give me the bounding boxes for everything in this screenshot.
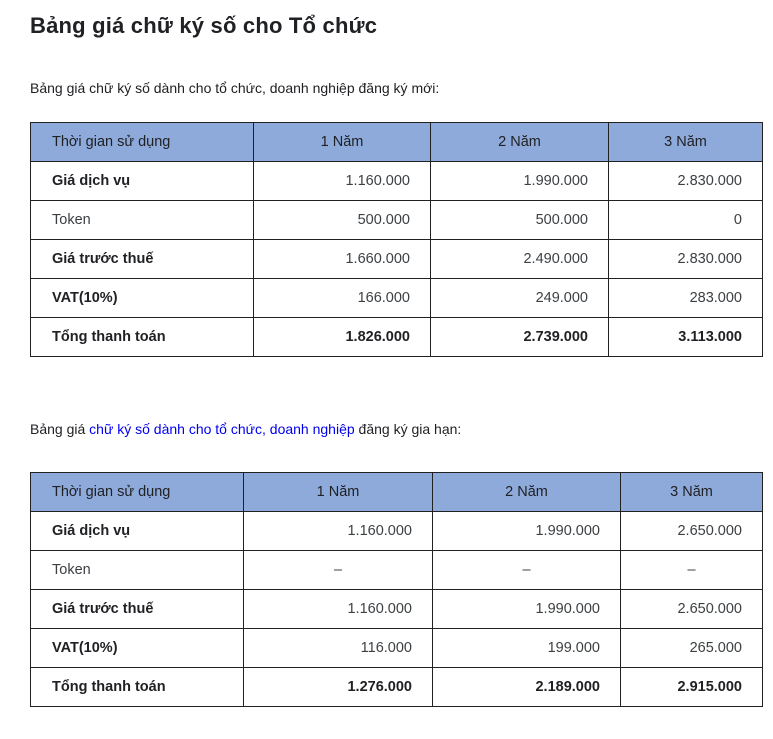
table-row (31, 240, 763, 279)
table-header-row (31, 473, 763, 512)
price-cell: 0 (609, 201, 763, 240)
row-label: Tổng thanh toán (31, 668, 244, 707)
price-cell: 1.826.000 (254, 318, 431, 357)
price-cell: 2.189.000 (433, 668, 621, 707)
page-title: Bảng giá chữ ký số cho Tổ chức (30, 13, 378, 38)
table-row (31, 590, 763, 629)
row-label: Giá trước thuế (31, 240, 254, 279)
table-row (31, 512, 763, 551)
price-cell: 2.650.000 (621, 590, 763, 629)
price-cell: 1.990.000 (431, 162, 609, 201)
intro-renewal-text-after: đăng ký gia hạn: (354, 421, 462, 437)
price-cell: 2.915.000 (621, 668, 763, 707)
column-header-term: 1 Năm (244, 473, 433, 512)
price-cell: 1.990.000 (433, 590, 621, 629)
price-cell: 283.000 (609, 279, 763, 318)
column-header-term: 2 Năm (433, 473, 621, 512)
price-cell: 500.000 (431, 201, 609, 240)
price-cell: 2.830.000 (609, 240, 763, 279)
price-cell: 1.276.000 (244, 668, 433, 707)
column-header-term: 3 Năm (609, 123, 763, 162)
pricing-table-new-registration (30, 122, 763, 357)
price-cell: 1.160.000 (244, 512, 433, 551)
price-cell: 3.113.000 (609, 318, 763, 357)
row-label: Giá dịch vụ (31, 162, 254, 201)
table-header-row (31, 123, 763, 162)
pricing-table-renewal (30, 472, 763, 707)
price-cell: 199.000 (433, 629, 621, 668)
price-cell: 265.000 (621, 629, 763, 668)
intro-new-text: Bảng giá chữ ký số dành cho tổ chức, doanh nghiệp đăng ký mới: (30, 80, 440, 96)
column-header-duration: Thời gian sử dụng (31, 473, 244, 512)
table-row (31, 629, 763, 668)
column-header-term: 2 Năm (431, 123, 609, 162)
intro-new-registration (30, 78, 762, 98)
price-cell: 2.830.000 (609, 162, 763, 201)
total-row (31, 668, 763, 707)
row-label: VAT(10%) (31, 279, 254, 318)
price-cell: 500.000 (254, 201, 431, 240)
price-cell: 1.660.000 (254, 240, 431, 279)
price-cell: 2.650.000 (621, 512, 763, 551)
price-cell: 1.990.000 (433, 512, 621, 551)
row-label: VAT(10%) (31, 629, 244, 668)
price-cell: 116.000 (244, 629, 433, 668)
row-label: Token (31, 551, 244, 590)
row-label: Giá dịch vụ (31, 512, 244, 551)
column-header-term: 1 Năm (254, 123, 431, 162)
column-header-term: 3 Năm (621, 473, 763, 512)
row-label: Tổng thanh toán (31, 318, 254, 357)
price-cell: 1.160.000 (254, 162, 431, 201)
table-row (31, 162, 763, 201)
table-row (31, 551, 763, 590)
column-header-duration: Thời gian sử dụng (31, 123, 254, 162)
row-label: Giá trước thuế (31, 590, 244, 629)
intro-renewal (30, 419, 762, 439)
price-cell: 1.160.000 (244, 590, 433, 629)
intro-renewal-text-before: Bảng giá (30, 421, 90, 437)
row-label: Token (31, 201, 254, 240)
org-digital-signature-link[interactable]: chữ ký số dành cho tổ chức, doanh nghiệp (89, 421, 355, 437)
price-cell: – (621, 551, 763, 590)
price-cell: 2.490.000 (431, 240, 609, 279)
price-cell: – (433, 551, 621, 590)
price-cell: 166.000 (254, 279, 431, 318)
table-row (31, 201, 763, 240)
price-cell: 249.000 (431, 279, 609, 318)
price-cell: 2.739.000 (431, 318, 609, 357)
price-cell: – (244, 551, 433, 590)
total-row (31, 318, 763, 357)
table-row (31, 279, 763, 318)
